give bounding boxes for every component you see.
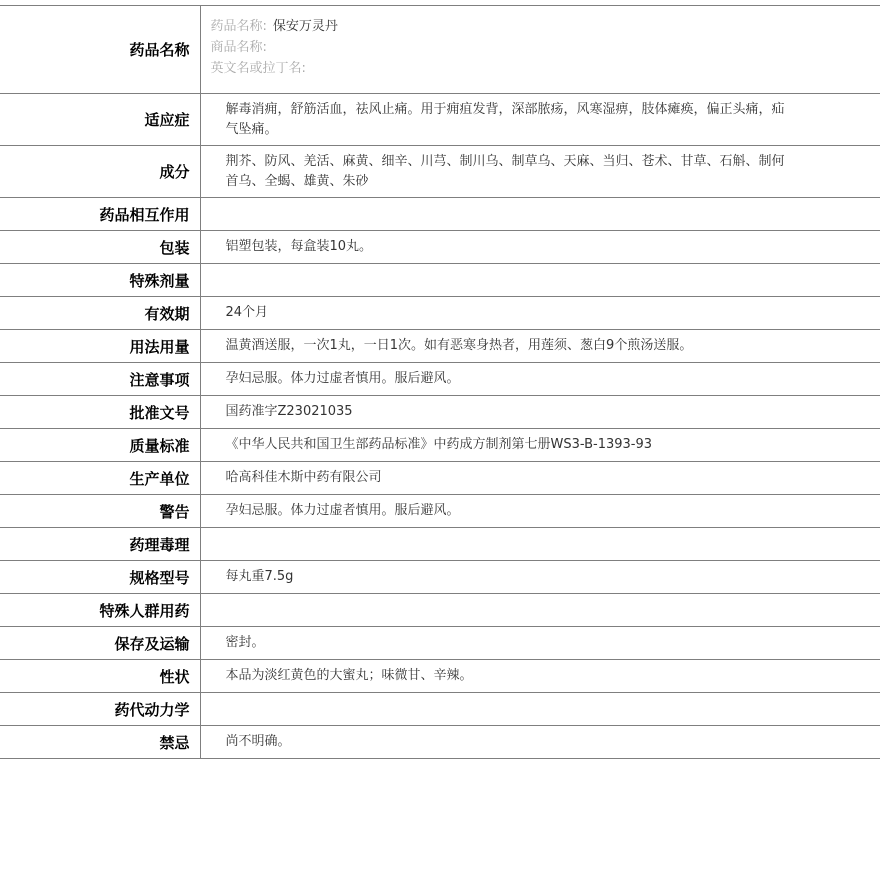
row-value: 孕妇忌服。体力过虚者慎用。服后避风。: [200, 363, 880, 396]
row-label: 药代动力学: [0, 693, 200, 726]
generic-name-key: 药品名称:: [210, 19, 267, 34]
row-value: 铝塑包装，每盒装10丸。: [200, 231, 880, 264]
row-contraindications: [0, 726, 880, 759]
row-label: 特殊人群用药: [0, 594, 200, 627]
row-label: 包装: [0, 231, 200, 264]
drug-info-table: [0, 5, 880, 759]
row-label: 保存及运输: [0, 627, 200, 660]
row-storage: [0, 627, 880, 660]
row-specification: [0, 561, 880, 594]
generic-name-line: [211, 16, 791, 37]
row-value: 哈高科佳木斯中药有限公司: [200, 462, 880, 495]
row-value: 荆芥、防风、羌活、麻黄、细辛、川芎、制川乌、制草乌、天麻、当归、苍术、甘草、石斛、制何首乌、全蝎、雄黄、朱砂: [200, 146, 880, 198]
row-value: 孕妇忌服。体力过虚者慎用。服后避风。: [200, 495, 880, 528]
row-quality-standard: [0, 429, 880, 462]
trade-name-line: [211, 37, 791, 58]
row-value: 本品为淡红黄色的大蜜丸；味微甘、辛辣。: [200, 660, 880, 693]
english-name-key: 英文名或拉丁名:: [210, 61, 306, 76]
drug-name-block: [200, 6, 880, 94]
row-label: 警告: [0, 495, 200, 528]
row-manufacturer: [0, 462, 880, 495]
row-value: [200, 264, 880, 297]
row-label: 药品相互作用: [0, 198, 200, 231]
row-interactions: [0, 198, 880, 231]
row-special-populations: [0, 594, 880, 627]
row-description: [0, 660, 880, 693]
trade-name-key: 商品名称:: [210, 40, 267, 55]
row-value: [200, 528, 880, 561]
row-label: 药品名称: [0, 6, 200, 94]
row-expiry: [0, 297, 880, 330]
row-value: [200, 198, 880, 231]
row-label: 生产单位: [0, 462, 200, 495]
row-value: 解毒消痈，舒筋活血，祛风止痛。用于痈疽发背，深部脓疡，风寒湿痹，肢体瘫痪，偏正头痛，疝气坠痛。: [200, 94, 880, 146]
row-value: [200, 594, 880, 627]
row-packaging: [0, 231, 880, 264]
row-label: 批准文号: [0, 396, 200, 429]
row-warning: [0, 495, 880, 528]
row-value: 尚不明确。: [200, 726, 880, 759]
generic-name-value: 保安万灵丹: [272, 19, 338, 34]
row-value: 国药准字Z23021035: [200, 396, 880, 429]
row-value: 密封。: [200, 627, 880, 660]
row-special-dosage: [0, 264, 880, 297]
row-ingredients: [0, 146, 880, 198]
row-label: 用法用量: [0, 330, 200, 363]
row-value: [200, 693, 880, 726]
row-approval-number: [0, 396, 880, 429]
row-dosage: [0, 330, 880, 363]
row-label: 注意事项: [0, 363, 200, 396]
row-label: 成分: [0, 146, 200, 198]
english-name-line: [211, 58, 791, 79]
row-drug-name: [0, 6, 880, 94]
row-value: 每丸重7.5g: [200, 561, 880, 594]
row-value: 《中华人民共和国卫生部药品标准》中药成方制剂第七册WS3-B-1393-93: [200, 429, 880, 462]
row-value: 温黄酒送服，一次1丸，一日1次。如有恶寒身热者，用莲须、葱白9个煎汤送服。: [200, 330, 880, 363]
row-label: 性状: [0, 660, 200, 693]
row-label: 特殊剂量: [0, 264, 200, 297]
row-precautions: [0, 363, 880, 396]
row-label: 药理毒理: [0, 528, 200, 561]
row-pharmacokinetics: [0, 693, 880, 726]
row-label: 有效期: [0, 297, 200, 330]
row-label: 规格型号: [0, 561, 200, 594]
row-label: 禁忌: [0, 726, 200, 759]
row-pharmacology: [0, 528, 880, 561]
row-label: 质量标准: [0, 429, 200, 462]
row-indications: [0, 94, 880, 146]
row-value: 24个月: [200, 297, 880, 330]
row-label: 适应症: [0, 94, 200, 146]
